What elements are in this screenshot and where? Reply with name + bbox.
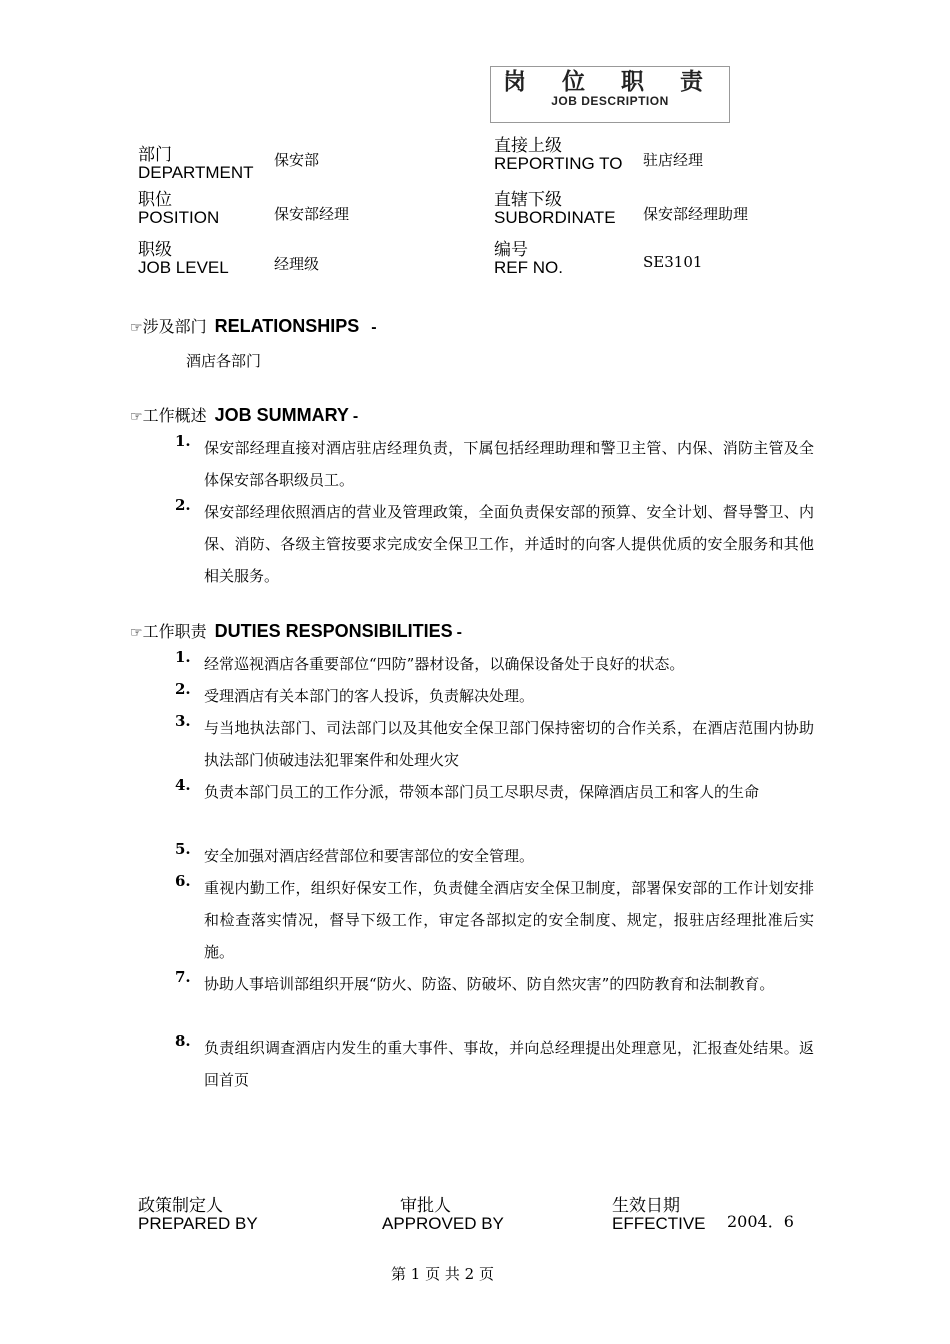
position-label-cn: 职位 <box>138 190 172 210</box>
relationships-heading <box>130 314 377 337</box>
relationships-heading-cn: 涉及部门 <box>142 317 207 336</box>
item-text: 重视内勤工作，组织好保安工作，负责健全酒店安全保卫制度，部署保安部的工作计划安排和检查落实情况，督导下级工作，审定各部拟定的安全制度、规定，报驻店经理批准后实施。 <box>204 879 814 961</box>
pointing-hand-icon: ☞ <box>130 625 143 641</box>
relationships-heading-en: RELATIONSHIPS <box>214 316 360 336</box>
item-text: 安全加强对酒店经营部位和要害部位的安全管理。 <box>204 847 535 865</box>
job-description-title-box <box>490 66 730 123</box>
item-text: 经常巡视酒店各重要部位“四防”器材设备，以确保设备处于良好的状态。 <box>204 655 685 673</box>
duties-dash: - <box>456 624 462 641</box>
reporting-to-label <box>494 138 622 172</box>
department-label <box>138 147 254 181</box>
item-number: 3. <box>175 712 191 730</box>
position-label <box>138 192 219 226</box>
item-number: 8. <box>175 1032 191 1050</box>
job-summary-heading-en: JOB SUMMARY <box>214 405 349 425</box>
reporting-to-value: 驻店经理 <box>643 151 704 169</box>
ref-no-value: SE3101 <box>643 253 703 271</box>
prepared-by-label-cn: 政策制定人 <box>138 1196 223 1216</box>
approved-by-label <box>382 1198 504 1232</box>
relationships-dash: - <box>371 319 377 336</box>
job-summary-heading <box>130 403 358 426</box>
item-number: 1. <box>175 432 191 450</box>
item-text: 保安部经理依照酒店的营业及管理政策，全面负责保安部的预算、安全计划、督导警卫、内保、消防、各级主管按要求完成安全保卫工作，并适时的向客人提供优质的安全服务和其他相关服务。 <box>204 503 814 585</box>
pointing-hand-icon: ☞ <box>130 320 143 336</box>
job-level-value: 经理级 <box>274 255 320 273</box>
item-text: 保安部经理直接对酒店驻店经理负责，下属包括经理助理和警卫主管、内保、消防主管及全体保安部各职级员工。 <box>204 439 814 489</box>
effective-label-en: EFFECTIVE <box>612 1214 706 1233</box>
item-number: 7. <box>175 968 191 986</box>
item-number: 2. <box>175 496 191 514</box>
position-label-en: POSITION <box>138 208 220 227</box>
job-level-label <box>138 242 229 276</box>
job-level-label-en: JOB LEVEL <box>138 258 229 277</box>
page-number: 第 1 页 共 2 页 <box>391 1265 494 1283</box>
item-number: 1. <box>175 648 191 666</box>
relationships-content: 酒店各部门 <box>186 352 262 370</box>
item-number: 5. <box>175 840 191 858</box>
item-text: 与当地执法部门、司法部门以及其他安全保卫部门保持密切的合作关系，在酒店范围内协助执法部门侦破违法犯罪案件和处理火灾 <box>204 719 814 769</box>
subordinate-label-en: SUBORDINATE <box>494 208 616 227</box>
reporting-to-label-en: REPORTING TO <box>494 154 623 173</box>
department-value: 保安部 <box>274 151 320 169</box>
approved-by-label-en: APPROVED BY <box>382 1214 504 1233</box>
item-number: 4. <box>175 776 191 794</box>
pointing-hand-icon: ☞ <box>130 409 143 425</box>
department-label-en: DEPARTMENT <box>138 163 254 182</box>
item-text: 负责组织调查酒店内发生的重大事件、事故，并向总经理提出处理意见，汇报查处结果。返回首页 <box>204 1039 814 1089</box>
subordinate-label-cn: 直辖下级 <box>494 190 562 210</box>
subordinate-value: 保安部经理助理 <box>643 205 749 223</box>
duties-heading <box>130 619 462 642</box>
job-level-label-cn: 职级 <box>138 240 172 260</box>
subordinate-label <box>494 192 616 226</box>
department-label-cn: 部门 <box>138 145 172 165</box>
item-number: 2. <box>175 680 191 698</box>
job-summary-heading-cn: 工作概述 <box>142 406 207 425</box>
ref-no-label <box>494 242 563 276</box>
effective-label-cn: 生效日期 <box>612 1196 680 1216</box>
title-chinese: 岗 位 职 责 <box>502 69 718 95</box>
duties-heading-cn: 工作职责 <box>142 622 207 641</box>
prepared-by-label-en: PREPARED BY <box>138 1214 258 1233</box>
item-text: 受理酒店有关本部门的客人投诉，负责解决处理。 <box>204 687 535 705</box>
job-summary-dash: - <box>352 408 359 425</box>
approved-by-label-cn: 审批人 <box>400 1196 451 1216</box>
item-number: 6. <box>175 872 191 890</box>
reporting-to-label-cn: 直接上级 <box>494 136 562 156</box>
title-english: JOB DESCRIPTION <box>551 94 669 108</box>
position-value: 保安部经理 <box>274 205 350 223</box>
effective-date-value: 2004．6 <box>727 1212 794 1231</box>
ref-no-label-cn: 编号 <box>494 240 528 260</box>
item-text: 协助人事培训部组织开展“防火、防盗、防破坏、防自然灾害”的四防教育和法制教育。 <box>204 975 775 993</box>
ref-no-label-en: REF NO. <box>494 258 563 277</box>
duties-heading-en: DUTIES RESPONSIBILITIES <box>214 621 453 641</box>
prepared-by-label <box>138 1198 258 1232</box>
effective-label <box>612 1198 706 1232</box>
item-text: 负责本部门员工的工作分派，带领本部门员工尽职尽责，保障酒店员工和客人的生命 <box>204 783 760 801</box>
